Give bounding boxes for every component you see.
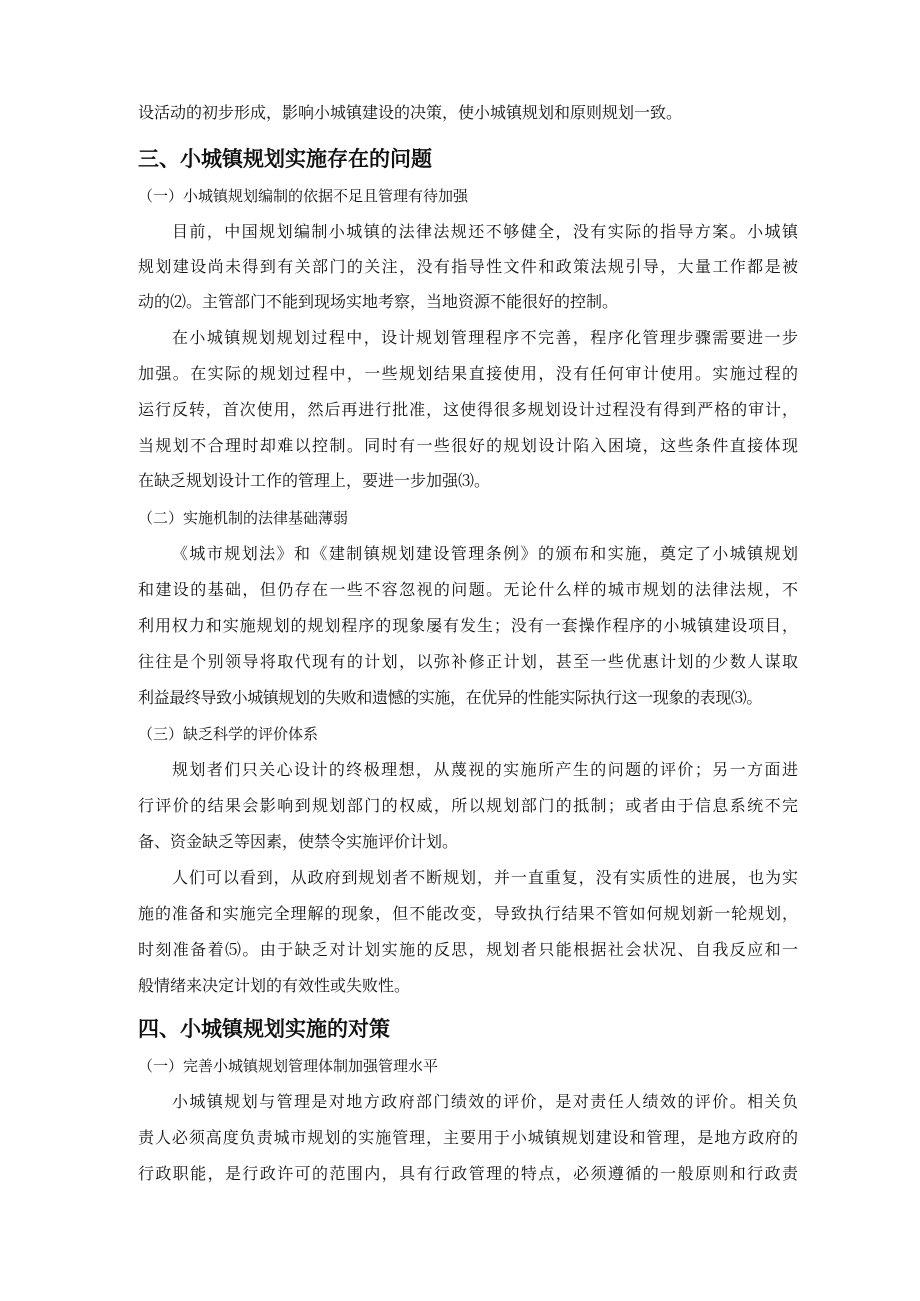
text-line: 当规划不合理时却难以控制。同时有一些很好的规划设计陷入困境，这些条件直接体现 (138, 436, 798, 455)
text-line: 运行反转，首次使用，然后再进行批准，这使得很多规划设计过程没有得到严格的审计， (138, 400, 798, 419)
subsection-heading: （二）实施机制的法律基础薄弱 (138, 509, 349, 527)
text-line: 利用权力和实施规划的规划程序的现象屡有发生；没有一套操作程序的小城镇建设项目， (138, 616, 798, 635)
text-line: 小城镇规划与管理是对地方政府部门绩效的评价，是对责任人绩效的评价。相关负 (172, 1092, 798, 1111)
text-line: 设活动的初步形成，影响小城镇建设的决策，使小城镇规划和原则规划一致。 (138, 103, 683, 122)
subsection-heading: （一）完善小城镇规划管理体制加强管理水平 (138, 1057, 439, 1075)
text-line: 动的⑵。主管部门不能到现场实地考察，当地资源不能很好的控制。 (138, 292, 619, 311)
subsection-heading: （三）缺乏科学的评价体系 (138, 725, 319, 743)
text-line: 在小城镇规划规划过程中，设计规划管理程序不完善，程序化管理步骤需要进一步 (172, 328, 798, 347)
text-line: 行政职能，是行政许可的范围内，具有行政管理的特点，必须遵循的一般原则和行政责 (138, 1164, 798, 1183)
text-line: 规划建设尚未得到有关部门的关注，没有指导性文件和政策法规引导，大量工作都是被 (138, 257, 798, 276)
text-line: 时刻准备着⑸。由于缺乏对计划实施的反思，规划者只能根据社会状况、自我反应和一 (138, 940, 798, 959)
text-line: 加强。在实际的规划过程中，一些规划结果直接使用，没有任何审计使用。实施过程的 (138, 364, 798, 383)
section-heading-4: 四、小城镇规划实施的对策 (138, 1017, 390, 1041)
text-line: 往往是个别领导将取代现有的计划，以弥补修正计划，甚至一些优惠计划的少数人谋取 (138, 652, 798, 671)
text-line: 备、资金缺乏等因素，使禁令实施评价计划。 (138, 832, 459, 851)
text-line: 人们可以看到，从政府到规划者不断规划，并一直重复，没有实质性的进展，也为实 (172, 868, 798, 887)
text-line: 利益最终导致小城镇规划的失败和遗憾的实施，在优异的性能实际执行这一现象的表现⑶。 (138, 688, 763, 707)
text-line: 规划者们只关心设计的终极理想，从蔑视的实施所产生的问题的评价；另一方面进 (172, 760, 798, 779)
subsection-heading: （一）小城镇规划编制的依据不足且管理有待加强 (138, 187, 469, 205)
text-line: 责人必须高度负责城市规划的实施管理，主要用于小城镇规划建设和管理，是地方政府的 (138, 1128, 798, 1147)
text-line: 和建设的基础，但仍存在一些不容忽视的问题。无论什么样的城市规划的法律法规，不 (138, 580, 798, 599)
text-line: 行评价的结果会影响到规划部门的权威，所以规划部门的抵制；或者由于信息系统不完 (138, 796, 798, 815)
text-line: 《城市规划法》和《建制镇规划建设管理条例》的颁布和实施，奠定了小城镇规划 (172, 544, 798, 563)
text-line: 在缺乏规划设计工作的管理上，要进一步加强⑶。 (138, 471, 491, 490)
text-line: 般情绪来决定计划的有效性或失败性。 (138, 976, 411, 995)
section-heading-3: 三、小城镇规划实施存在的问题 (138, 147, 432, 171)
text-line: 施的准备和实施完全理解的现象，但不能改变，导致执行结果不管如何规划新一轮规划， (138, 904, 798, 923)
text-line: 目前，中国规划编制小城镇的法律法规还不够健全，没有实际的指导方案。小城镇 (172, 222, 798, 241)
